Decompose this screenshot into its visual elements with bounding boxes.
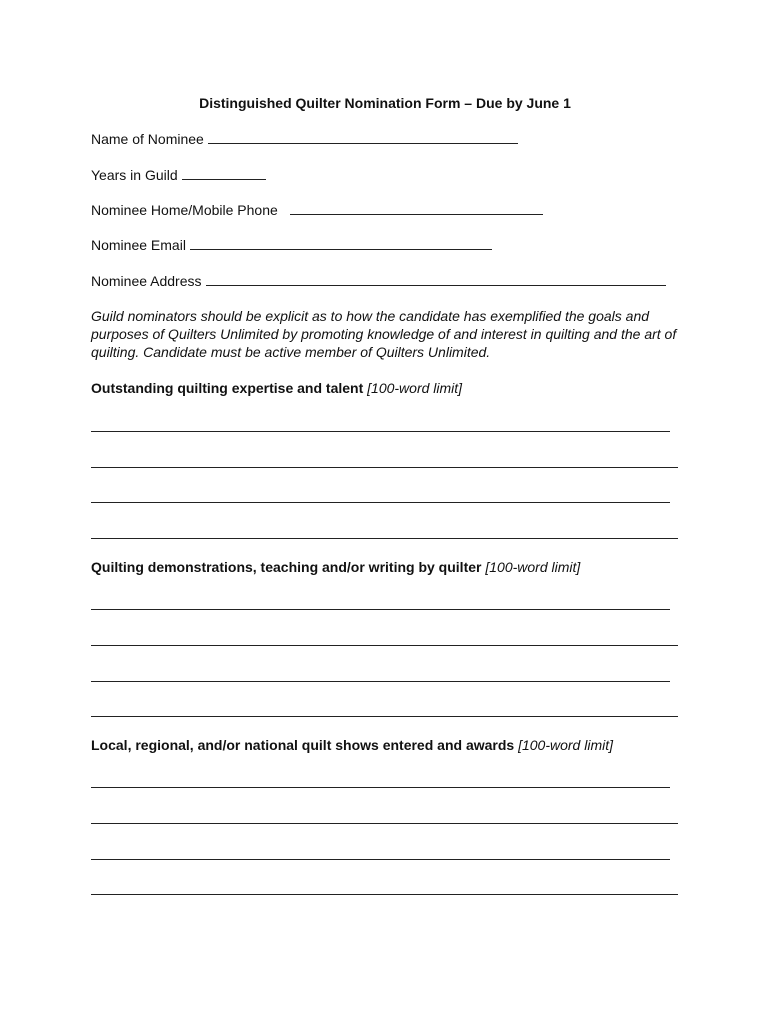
nominator-instructions: Guild nominators should be explicit as to how the candidate has exemplified the goals and purposes of Quilters Unlimited by promoting knowledge of and interest in quilting and the art of quilting. Candidate must be active member of Quilters Unlimited. [91, 308, 677, 360]
teaching-answer-line[interactable] [91, 609, 670, 610]
section-teaching-heading [91, 558, 580, 576]
expertise-answer-line[interactable] [91, 538, 678, 539]
expertise-answer-line[interactable] [91, 502, 670, 503]
section-expertise-limit: [100-word limit] [367, 380, 463, 396]
teaching-answer-line[interactable] [91, 681, 670, 682]
section-shows-limit: [100-word limit] [518, 737, 613, 753]
shows-answer-line[interactable] [91, 823, 678, 824]
nominee-name-field [91, 130, 518, 148]
shows-answer-line[interactable] [91, 894, 678, 895]
section-expertise-title: Outstanding quilting expertise and talent [91, 380, 364, 396]
nominee-phone-blank[interactable] [290, 201, 543, 215]
shows-answer-line[interactable] [91, 787, 670, 788]
expertise-answer-line[interactable] [91, 431, 670, 432]
expertise-answer-line[interactable] [91, 467, 678, 468]
nominee-address-label: Nominee Address [91, 273, 202, 289]
nominee-email-label: Nominee Email [91, 237, 186, 253]
section-expertise-heading [91, 379, 462, 397]
teaching-answer-line[interactable] [91, 645, 678, 646]
shows-answer-line[interactable] [91, 859, 670, 860]
nominee-email-blank[interactable] [190, 236, 492, 250]
section-teaching-title: Quilting demonstrations, teaching and/or writing by quilter [91, 559, 482, 575]
section-shows-title: Local, regional, and/or national quilt shows entered and awards [91, 737, 515, 753]
nominee-address-field [91, 272, 666, 290]
nominee-phone-field [91, 201, 543, 219]
nominee-phone-label: Nominee Home/Mobile Phone [91, 202, 278, 218]
years-in-guild-blank[interactable] [182, 166, 266, 180]
form-title: Distinguished Quilter Nomination Form – Due by June 1 [199, 95, 571, 111]
section-shows-heading [91, 736, 613, 754]
teaching-answer-line[interactable] [91, 716, 678, 717]
section-teaching-limit: [100-word limit] [485, 559, 581, 575]
years-in-guild-field [91, 166, 266, 184]
nominee-email-field [91, 236, 492, 254]
nominee-name-label: Name of Nominee [91, 131, 204, 147]
nominee-address-blank[interactable] [206, 272, 666, 286]
nominee-name-blank[interactable] [208, 130, 518, 144]
years-in-guild-label: Years in Guild [91, 167, 178, 183]
